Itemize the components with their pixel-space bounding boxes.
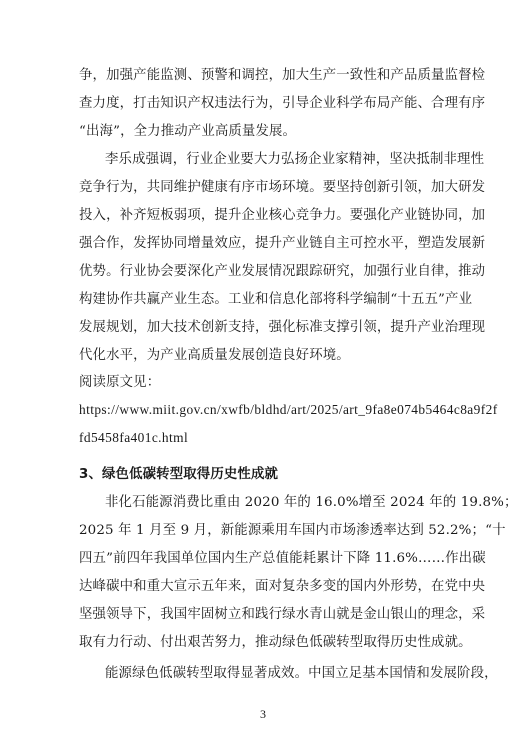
body-text-line: 达峰碳中和重大宣示五年来，面对复杂多变的国内外形势，在党中央 <box>79 579 486 594</box>
body-text-line: “出海”，全力推动产业高质量发展。 <box>79 124 297 139</box>
body-text-line: 取有力行动、付出艰苦努力，推动绿色低碳转型取得历史性成就。 <box>79 635 472 650</box>
body-text-line: 优势。行业协会要深化产业发展情况跟踪研究，加强行业自律，推动 <box>79 264 486 279</box>
body-text-line: 坚强领导下，我国牢固树立和践行绿水青山就是金山银山的理念，采 <box>79 607 486 622</box>
body-text-line: 投入，补齐短板弱项，提升企业核心竞争力。要强化产业链协同，加 <box>79 208 486 223</box>
body-text-line: 竞争行为，共同维护健康有序市场环境。要坚持创新引领，加大研发 <box>79 180 486 195</box>
source-url-line[interactable]: https://www.miit.gov.cn/xwfb/bldhd/art/2025/art_9fa8e074b5464c8a9f2f <box>79 402 498 417</box>
body-text-line: 非化石能源消费比重由 2020 年的 16.0%增至 2024 年的 19.8%； <box>105 495 518 510</box>
body-text-line: 争，加强产能监测、预警和调控，加大生产一致性和产品质量监督检 <box>79 68 486 83</box>
read-original-label: 阅读原文见： <box>79 375 161 390</box>
body-text-line: 发展规划，加大技术创新支持，强化标准支撑引领，提升产业治理现 <box>79 320 486 335</box>
body-text-line: 代化水平，为产业高质量发展创造良好环境。 <box>79 348 350 363</box>
body-text-line: 强合作，发挥协同增量效应，提升产业链自主可控水平，塑造发展新 <box>79 236 486 251</box>
body-text-line: 四五”前四年我国单位国内生产总值能耗累计下降 11.6%……作出碳 <box>79 551 486 566</box>
page-number: 3 <box>260 707 266 721</box>
body-text-line: 查力度，打击知识产权违法行为，引导企业科学布局产能、合理有序 <box>79 96 486 111</box>
body-text-line: 构建协作共赢产业生态。工业和信息化部将科学编制“十五五”产业 <box>79 292 473 307</box>
body-text-line: 能源绿色低碳转型取得显著成效。中国立足基本国情和发展阶段， <box>105 666 498 681</box>
body-text-line: 2025 年 1 月至 9 月，新能源乘用车国内市场渗透率达到 52.2%；“十 <box>79 523 506 538</box>
source-url-line[interactable]: fd5458fa401c.html <box>79 430 189 445</box>
body-text-line: 李乐成强调，行业企业要大力弘扬企业家精神，坚决抵制非理性 <box>105 152 485 167</box>
section-heading: 3、绿色低碳转型取得历史性成就 <box>79 467 279 482</box>
